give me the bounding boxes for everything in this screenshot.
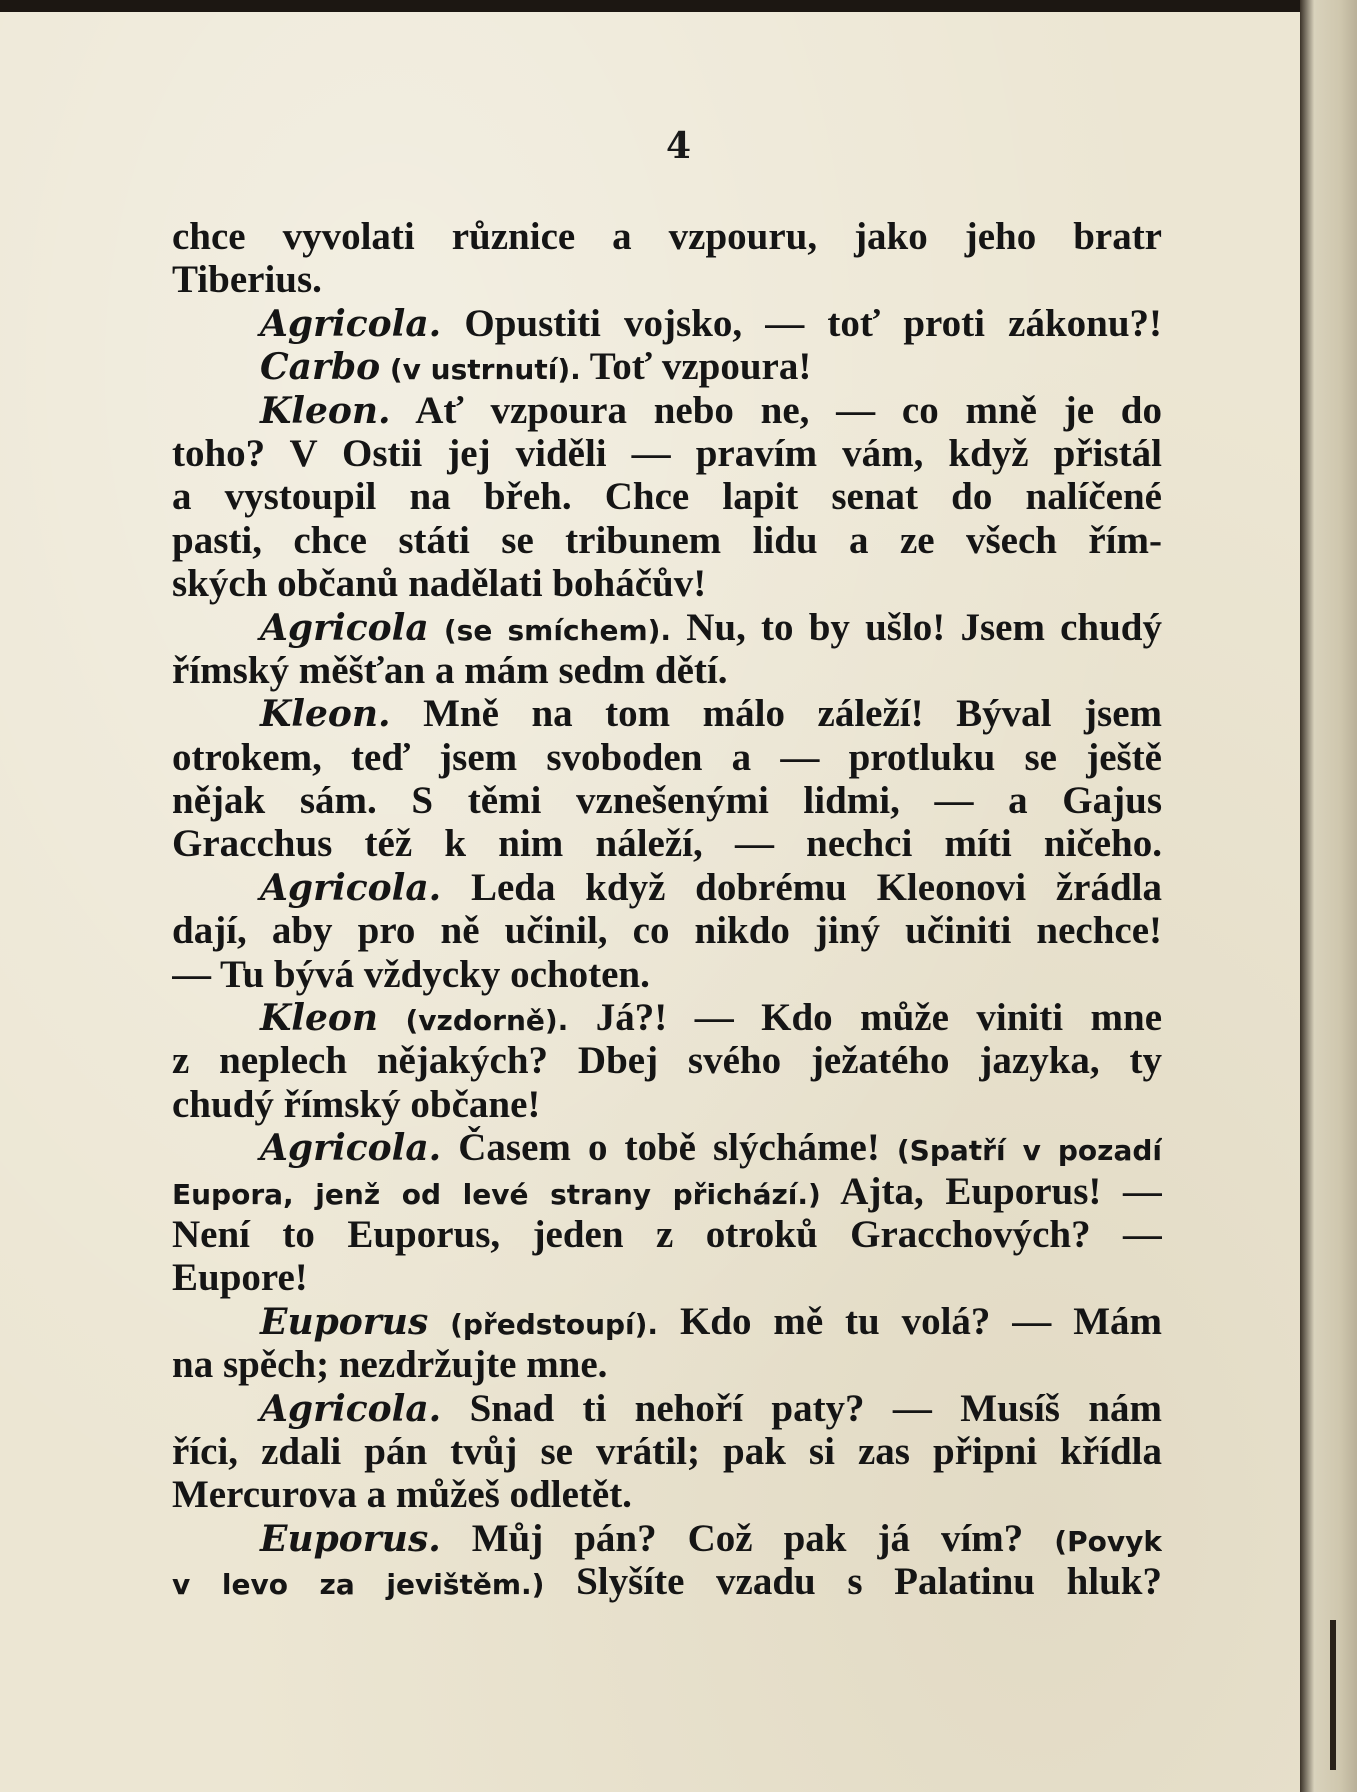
dialogue-text: říci, zdali pán tvůj se vrátil; pak si zas připni křídla	[172, 1429, 1162, 1473]
dialogue-text: otrokem, teď jsem svoboden a — protluku se ještě	[172, 735, 1162, 779]
text-line	[172, 1430, 1162, 1473]
stage-direction: Eupora, jenž od levé strany přichází.)	[172, 1177, 821, 1211]
speaker-name: Kleon.	[260, 389, 391, 432]
text-line	[172, 909, 1162, 952]
text-line	[172, 215, 1162, 258]
stage-direction: (se smíchem).	[428, 613, 672, 647]
dialogue-text: Ať vzpoura nebo ne, — co mně je do	[390, 388, 1162, 432]
dialogue-text: Kdo mě tu volá? — Mám	[658, 1299, 1162, 1343]
dialogue-text: Mercurova a můžeš odletět.	[172, 1473, 632, 1517]
dialogue-text: toho? V Ostii jej viděli — pravím vám, když přistál	[172, 431, 1162, 475]
speaker-name: Agricola.	[260, 1127, 442, 1170]
dialogue-text: Tiberius.	[172, 258, 322, 302]
text-line	[172, 822, 1162, 865]
text-line	[172, 1256, 1162, 1299]
speaker-name: Carbo	[260, 346, 381, 389]
dialogue-text: Toť vzpoura!	[580, 345, 812, 389]
dialogue-text: Časem o tobě slýcháme!	[441, 1126, 880, 1170]
dialogue-text: Mně na tom málo záleží! Býval jsem	[390, 692, 1162, 736]
stage-direction: (Povyk	[1023, 1524, 1162, 1558]
text-line	[172, 996, 1162, 1039]
page-edge-shadow	[1330, 1620, 1336, 1770]
dialogue-text: Není to Euporus, jeden z otroků Gracchových? —	[172, 1212, 1162, 1256]
text-line	[172, 1387, 1162, 1430]
text-line	[172, 1170, 1162, 1213]
dialogue-text: dají, aby pro ně učinil, co nikdo jiný učiniti nechce!	[172, 909, 1162, 953]
dialogue-text: Snad ti nehoří paty? — Musíš nám	[441, 1386, 1162, 1430]
text-line	[172, 606, 1162, 649]
dialogue-text: Gracchus též k nim náleží, — nechci míti ničeho.	[172, 822, 1162, 866]
text-line	[172, 302, 1162, 345]
text-line	[172, 953, 1162, 996]
text-line	[172, 736, 1162, 779]
text-line	[172, 1083, 1162, 1126]
dialogue-text: Leda když dobrému Kleonovi žrádla	[441, 865, 1162, 909]
text-line	[172, 1213, 1162, 1256]
stage-direction: (předstoupí).	[428, 1307, 659, 1341]
dialogue-text: Opustiti vojsko, — toť proti zákonu?!	[441, 301, 1162, 345]
text-line	[172, 1517, 1162, 1560]
speaker-name: Agricola.	[260, 1387, 442, 1430]
speaker-name: Agricola.	[260, 302, 442, 345]
dialogue-text: Ajta, Euporus! —	[820, 1169, 1162, 1213]
text-line	[172, 1560, 1162, 1603]
page-number: 4	[665, 125, 692, 167]
text-line	[172, 562, 1162, 605]
text-line	[172, 779, 1162, 822]
stage-direction: (Spatří v pozadí	[879, 1134, 1162, 1168]
dialogue-text: ských občanů nadělati boháčův!	[172, 562, 707, 606]
dialogue-text: chce vyvolati různice a vzpouru, jako jeho bratr	[172, 215, 1162, 258]
text-line	[172, 1343, 1162, 1386]
text-line	[172, 475, 1162, 518]
text-line	[172, 258, 1162, 301]
dialogue-text: nějak sám. S těmi vznešenými lidmi, — a Gajus	[172, 779, 1162, 823]
text-line	[172, 649, 1162, 692]
dialogue-text: Slyšíte vzadu s Palatinu hluk?	[544, 1560, 1162, 1604]
text-line	[172, 389, 1162, 432]
dialogue-text: Nu, to by ušlo! Jsem chudý	[671, 605, 1162, 649]
dialogue-text: Eupore!	[172, 1256, 308, 1300]
speaker-name: Agricola	[260, 606, 429, 649]
text-line	[172, 692, 1162, 735]
speaker-name: Euporus.	[260, 1517, 441, 1560]
speaker-name: Euporus	[260, 1300, 429, 1343]
text-line	[172, 345, 1162, 388]
text-line	[172, 1300, 1162, 1343]
dialogue-text: z neplech nějakých? Dbej svého ježatého jazyka, ty	[172, 1039, 1162, 1083]
text-line	[172, 866, 1162, 909]
dialogue-text: Já?! — Kdo může viniti mne	[568, 996, 1162, 1040]
text-line	[172, 1473, 1162, 1516]
stage-direction: (v ustrnutí).	[380, 353, 581, 387]
speaker-name: Kleon.	[260, 693, 391, 736]
text-line	[172, 432, 1162, 475]
dialogue-text: chudý římský občane!	[172, 1082, 541, 1126]
dialogue-text: pasti, chce státi se tribunem lidu a ze všech řím-	[172, 518, 1162, 562]
text-line	[172, 1126, 1162, 1169]
next-page-edge	[1300, 0, 1357, 1792]
dialogue-text: — Tu bývá vždycky ochoten.	[172, 952, 650, 996]
dialogue-text: a vystoupil na břeh. Chce lapit senat do nalíčené	[172, 475, 1162, 519]
text-line	[172, 1039, 1162, 1082]
speaker-name: Kleon	[260, 997, 379, 1040]
speaker-name: Agricola.	[260, 866, 442, 909]
stage-direction: v levo za jevištěm.)	[172, 1568, 545, 1602]
stage-direction: (vzdorně).	[378, 1004, 569, 1038]
text-line	[172, 519, 1162, 562]
dialogue-text: Můj pán? Což pak já vím?	[440, 1516, 1024, 1560]
dialogue-text: na spěch; nezdržujte mne.	[172, 1343, 608, 1387]
drama-text	[172, 215, 1162, 1604]
dialogue-text: římský měšťan a mám sedm dětí.	[172, 648, 728, 692]
